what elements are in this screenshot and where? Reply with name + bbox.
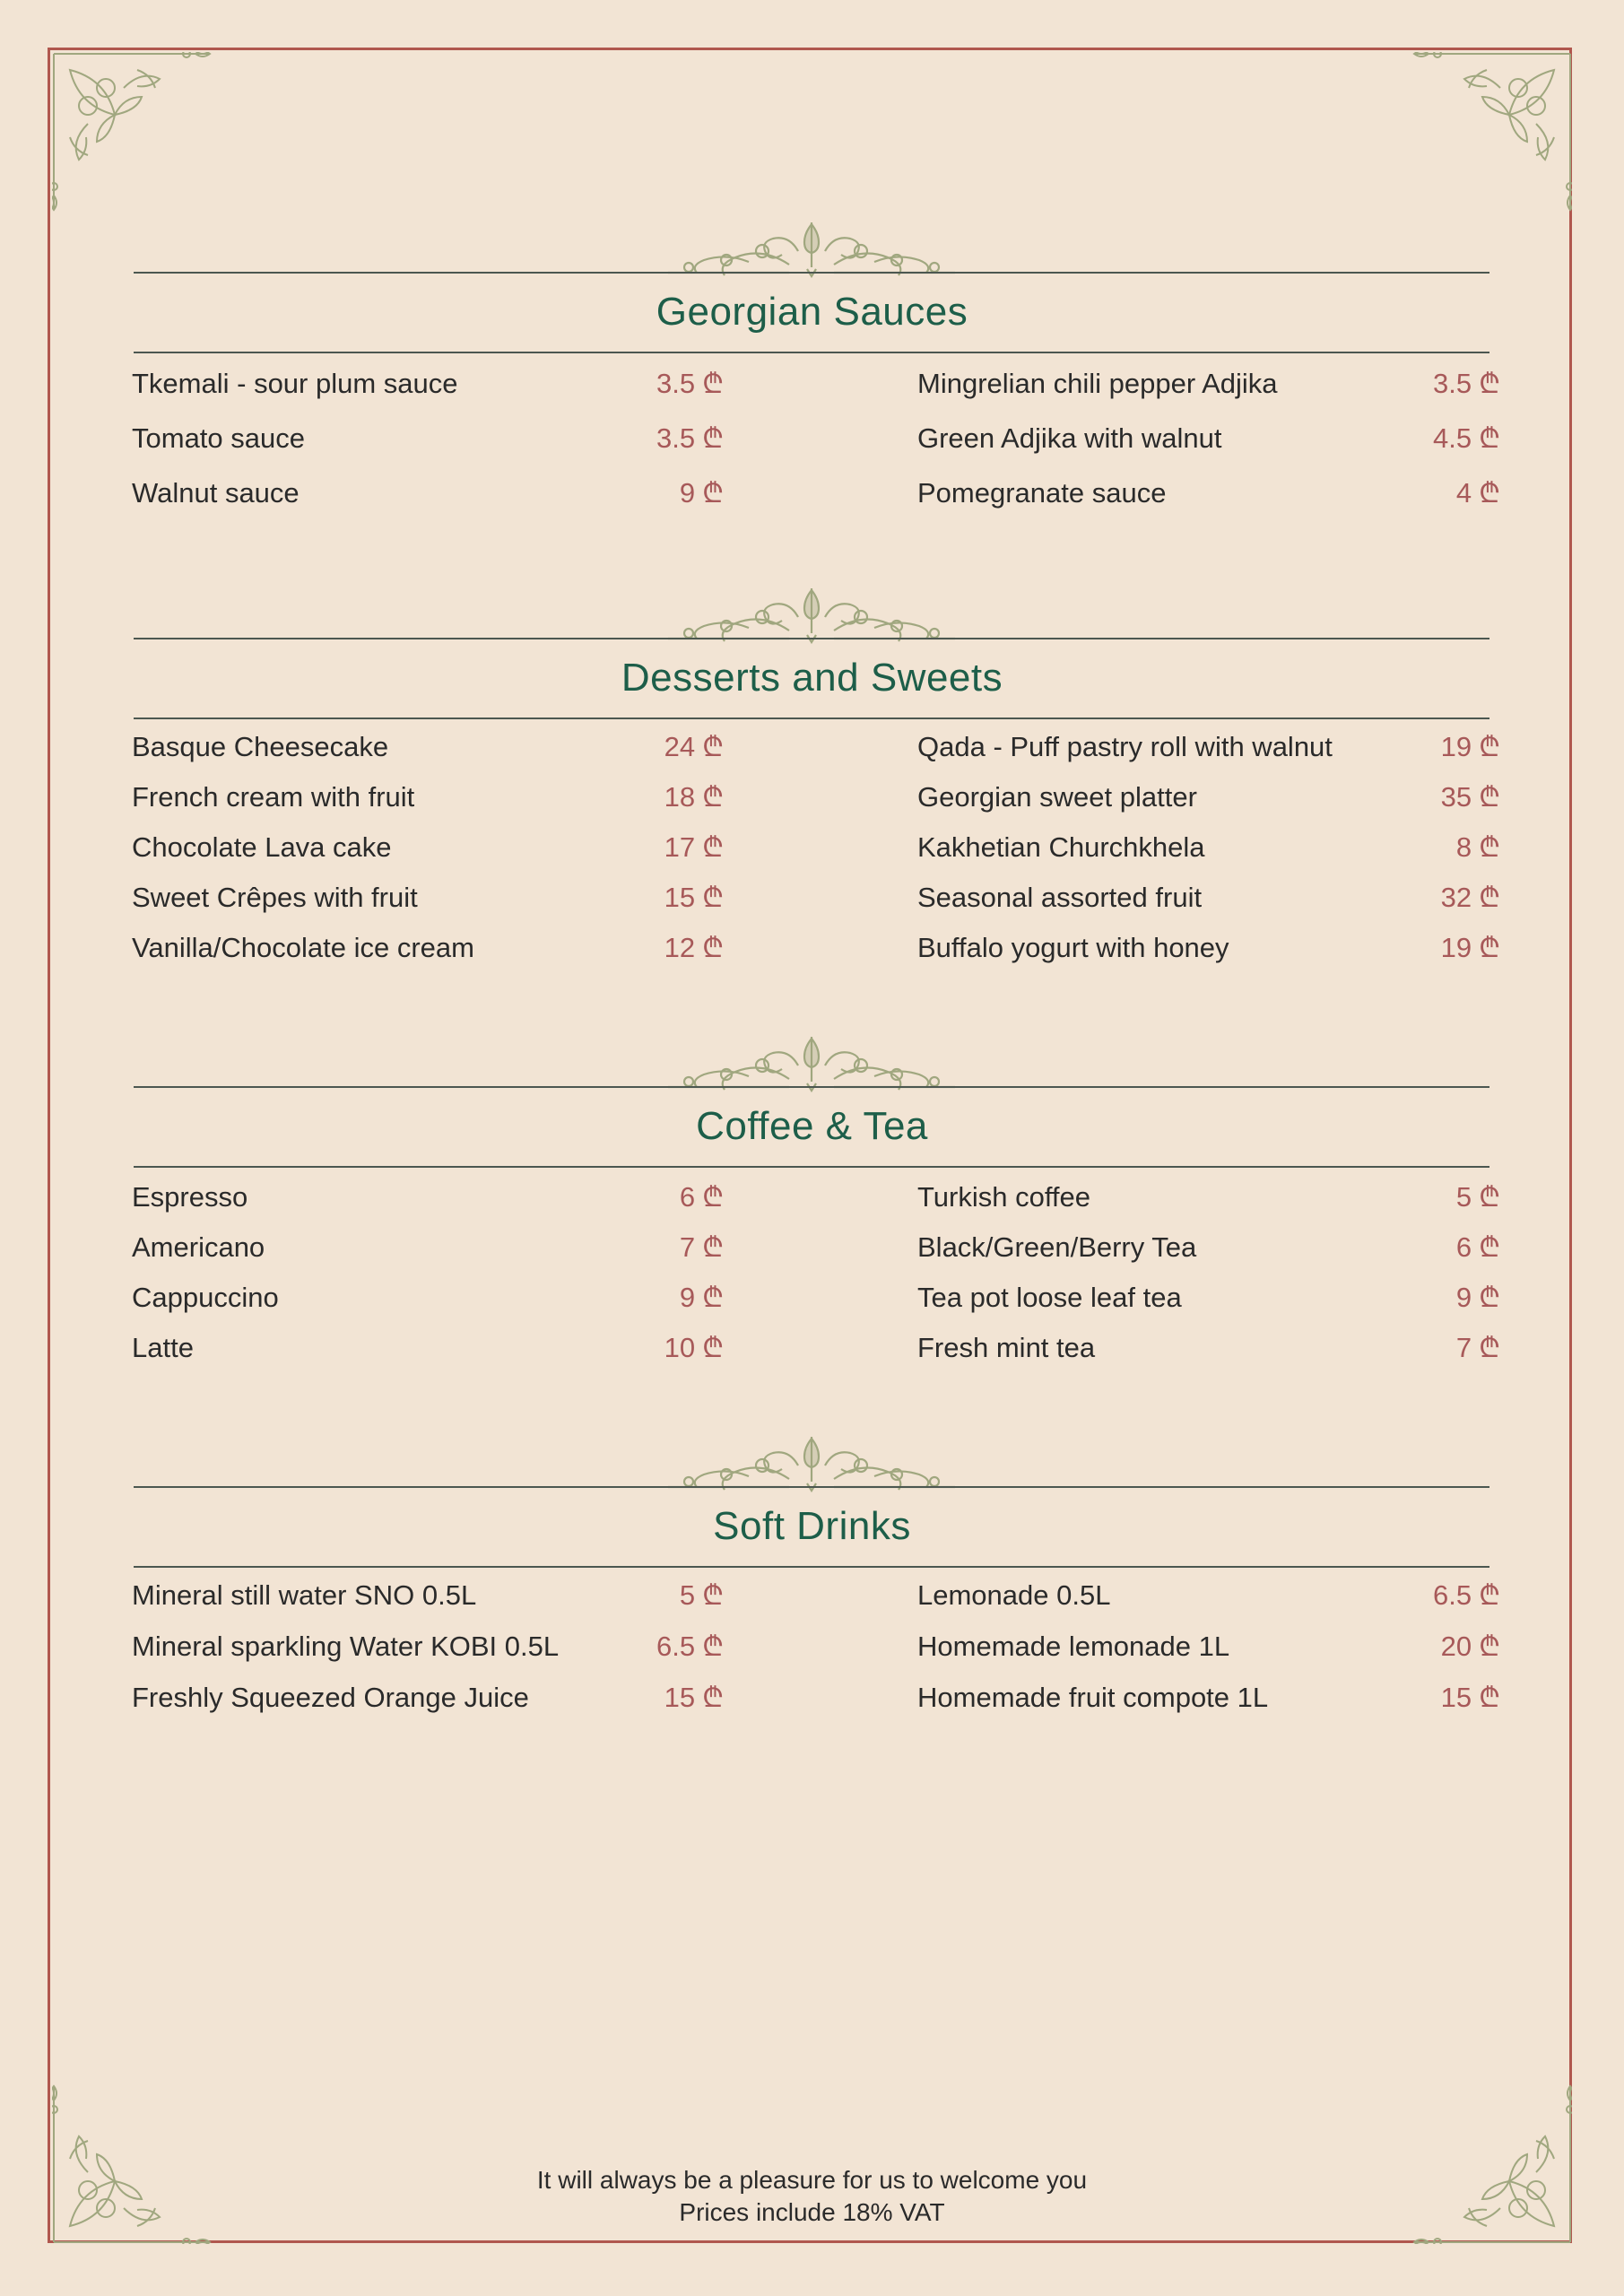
menu-item-name: Black/Green/Berry Tea [917, 1231, 1197, 1263]
menu-item-left [132, 1225, 724, 1270]
menu-item-left [132, 1624, 724, 1669]
lari-currency-icon: ₾ [1479, 1231, 1500, 1263]
price-value: 24 [664, 731, 696, 762]
menu-item-left [132, 1275, 724, 1320]
lari-currency-icon: ₾ [1479, 1631, 1500, 1662]
menu-item-name: Fresh mint tea [917, 1332, 1096, 1363]
menu-item-left [132, 1175, 724, 1220]
footer-vat-note: Prices include 18% VAT [679, 2198, 945, 2226]
lari-currency-icon: ₾ [702, 1282, 724, 1313]
price-value: 9 [679, 1282, 696, 1313]
lari-currency-icon: ₾ [1479, 1579, 1500, 1611]
price-value: 9 [679, 477, 696, 509]
lari-currency-icon: ₾ [1479, 882, 1500, 913]
lari-currency-icon: ₾ [1479, 932, 1500, 963]
menu-item-right [917, 1675, 1500, 1720]
menu-item-name: Espresso [132, 1181, 248, 1213]
menu-item-name: Freshly Squeezed Orange Juice [132, 1682, 529, 1713]
menu-item-name: Green Adjika with walnut [917, 422, 1222, 454]
menu-item-name: Chocolate Lava cake [132, 831, 392, 863]
lari-currency-icon: ₾ [702, 477, 724, 509]
menu-item-name: Turkish coffee [917, 1181, 1090, 1213]
lari-currency-icon: ₾ [1479, 1181, 1500, 1213]
menu-item-price [1441, 775, 1500, 820]
price-value: 4 [1455, 477, 1472, 509]
lari-currency-icon: ₾ [1479, 1682, 1500, 1713]
section-title: Coffee & Tea [696, 1104, 928, 1148]
lari-currency-icon: ₾ [1479, 831, 1500, 863]
menu-item-name: Pomegranate sauce [917, 477, 1167, 509]
menu-item-price [664, 1326, 724, 1370]
menu-item-price [664, 926, 724, 970]
menu-item-left [132, 361, 724, 406]
menu-item-price [656, 1624, 724, 1669]
menu-item-left [132, 775, 724, 820]
lari-currency-icon: ₾ [702, 1682, 724, 1713]
menu-item-left [132, 725, 724, 770]
flourish-ornament [664, 215, 960, 278]
menu-item-left [132, 416, 724, 461]
section-rule-top [134, 1086, 1489, 1088]
menu-item-right [917, 825, 1500, 870]
price-value: 12 [664, 932, 696, 963]
menu-item-price [656, 416, 724, 461]
menu-item-name: Homemade lemonade 1L [917, 1631, 1230, 1662]
menu-item-name: Tomato sauce [132, 422, 305, 454]
section-rule-bottom [134, 352, 1489, 353]
lari-currency-icon: ₾ [1479, 368, 1500, 399]
price-value: 3.5 [656, 422, 696, 454]
lari-currency-icon: ₾ [1479, 731, 1500, 762]
menu-item-name: Walnut sauce [132, 477, 300, 509]
menu-item-right [917, 1573, 1500, 1618]
corner-ornament-top-right [1411, 52, 1572, 213]
price-value: 17 [664, 831, 696, 863]
menu-item-price [1456, 1326, 1500, 1370]
price-value: 7 [679, 1231, 696, 1263]
price-value: 6.5 [1432, 1579, 1472, 1611]
menu-item-name: Sweet Crêpes with fruit [132, 882, 418, 913]
price-value: 5 [1455, 1181, 1472, 1213]
menu-item-name: French cream with fruit [132, 781, 415, 813]
lari-currency-icon: ₾ [1479, 422, 1500, 454]
price-value: 20 [1440, 1631, 1472, 1662]
menu-item-left [132, 1573, 724, 1618]
menu-item-price [680, 1175, 724, 1220]
lari-currency-icon: ₾ [702, 831, 724, 863]
menu-item-left [132, 875, 724, 920]
menu-item-left [132, 1326, 724, 1370]
section-title: Soft Drinks [713, 1504, 911, 1548]
menu-item-price [664, 725, 724, 770]
menu-item-right [917, 1275, 1500, 1320]
lari-currency-icon: ₾ [1479, 1332, 1500, 1363]
price-value: 18 [664, 781, 696, 813]
menu-item-right [917, 471, 1500, 516]
menu-item-left [132, 926, 724, 970]
section-rule-top [134, 272, 1489, 274]
price-value: 32 [1440, 882, 1472, 913]
price-value: 6 [679, 1181, 696, 1213]
section-rule-top [134, 1486, 1489, 1488]
section-rule-bottom [134, 1566, 1489, 1568]
menu-item-price [1441, 875, 1500, 920]
price-value: 7 [1455, 1332, 1472, 1363]
menu-item-name: Mineral sparkling Water KOBI 0.5L [132, 1631, 560, 1662]
lari-currency-icon: ₾ [702, 781, 724, 813]
menu-item-price [680, 1573, 724, 1618]
lari-currency-icon: ₾ [702, 731, 724, 762]
menu-item-right [917, 416, 1500, 461]
price-value: 6 [1455, 1231, 1472, 1263]
corner-ornament-top-left [52, 52, 213, 213]
menu-item-left [132, 825, 724, 870]
menu-item-name: Tkemali - sour plum sauce [132, 368, 458, 399]
section-rule-bottom [134, 1166, 1489, 1168]
menu-item-price [664, 875, 724, 920]
price-value: 9 [1455, 1282, 1472, 1313]
menu-item-name: Buffalo yogurt with honey [917, 932, 1229, 963]
menu-item-name: Latte [132, 1332, 194, 1363]
menu-item-price [1441, 725, 1500, 770]
lari-currency-icon: ₾ [702, 1181, 724, 1213]
lari-currency-icon: ₾ [1479, 477, 1500, 509]
price-value: 15 [664, 882, 696, 913]
price-value: 3.5 [656, 368, 696, 399]
flourish-ornament [664, 1030, 960, 1092]
lari-currency-icon: ₾ [702, 368, 724, 399]
lari-currency-icon: ₾ [702, 1332, 724, 1363]
menu-item-price [664, 775, 724, 820]
menu-item-right [917, 1225, 1500, 1270]
menu-item-price [1441, 1624, 1500, 1669]
menu-item-price [680, 471, 724, 516]
menu-item-right [917, 1326, 1500, 1370]
price-value: 10 [664, 1332, 696, 1363]
menu-item-right [917, 775, 1500, 820]
menu-item-right [917, 875, 1500, 920]
lari-currency-icon: ₾ [1479, 781, 1500, 813]
price-value: 4.5 [1432, 422, 1472, 454]
menu-item-price [1433, 361, 1500, 406]
menu-item-right [917, 926, 1500, 970]
menu-item-name: Americano [132, 1231, 265, 1263]
price-value: 15 [664, 1682, 696, 1713]
price-value: 5 [679, 1579, 696, 1611]
menu-item-name: Vanilla/Chocolate ice cream [132, 932, 474, 963]
lari-currency-icon: ₾ [702, 422, 724, 454]
section-title: Georgian Sauces [656, 290, 968, 334]
price-value: 15 [1440, 1682, 1472, 1713]
menu-item-right [917, 725, 1500, 770]
menu-item-name: Lemonade 0.5L [917, 1579, 1111, 1611]
lari-currency-icon: ₾ [702, 1231, 724, 1263]
menu-item-left [132, 471, 724, 516]
menu-item-name: Mineral still water SNO 0.5L [132, 1579, 477, 1611]
section-rule-bottom [134, 718, 1489, 719]
price-value: 6.5 [656, 1631, 696, 1662]
section-title: Desserts and Sweets [621, 656, 1003, 700]
menu-item-name: Kakhetian Churchkhela [917, 831, 1205, 863]
price-value: 8 [1455, 831, 1472, 863]
lari-currency-icon: ₾ [1479, 1282, 1500, 1313]
price-value: 19 [1440, 731, 1472, 762]
menu-item-price [1441, 1675, 1500, 1720]
menu-item-price [1441, 926, 1500, 970]
menu-item-right [917, 1175, 1500, 1220]
lari-currency-icon: ₾ [702, 1579, 724, 1611]
menu-item-name: Basque Cheesecake [132, 731, 389, 762]
menu-item-right [917, 1624, 1500, 1669]
menu-item-name: Tea pot loose leaf tea [917, 1282, 1182, 1313]
menu-item-right [917, 361, 1500, 406]
menu-item-price [1456, 1225, 1500, 1270]
menu-item-price [680, 1275, 724, 1320]
price-value: 35 [1440, 781, 1472, 813]
menu-item-name: Qada - Puff pastry roll with walnut [917, 731, 1333, 762]
lari-currency-icon: ₾ [702, 1631, 724, 1662]
price-value: 19 [1440, 932, 1472, 963]
menu-item-price [664, 825, 724, 870]
menu-item-price [1456, 825, 1500, 870]
menu-item-left [132, 1675, 724, 1720]
menu-item-name: Seasonal assorted fruit [917, 882, 1203, 913]
footer-welcome-text: It will always be a pleasure for us to welcome you [536, 2166, 1088, 2194]
menu-item-name: Homemade fruit compote 1L [917, 1682, 1269, 1713]
menu-item-name: Georgian sweet platter [917, 781, 1197, 813]
menu-item-price [1456, 1275, 1500, 1320]
lari-currency-icon: ₾ [702, 932, 724, 963]
menu-item-price [1433, 1573, 1500, 1618]
menu-item-price [680, 1225, 724, 1270]
menu-item-name: Mingrelian chili pepper Adjika [917, 368, 1278, 399]
section-rule-top [134, 638, 1489, 639]
flourish-ornament [664, 581, 960, 644]
menu-item-price [664, 1675, 724, 1720]
menu-item-price [656, 361, 724, 406]
menu-item-price [1456, 1175, 1500, 1220]
menu-item-name: Cappuccino [132, 1282, 279, 1313]
menu-item-price [1433, 416, 1500, 461]
lari-currency-icon: ₾ [702, 882, 724, 913]
flourish-ornament [664, 1430, 960, 1492]
price-value: 3.5 [1432, 368, 1472, 399]
menu-item-price [1456, 471, 1500, 516]
